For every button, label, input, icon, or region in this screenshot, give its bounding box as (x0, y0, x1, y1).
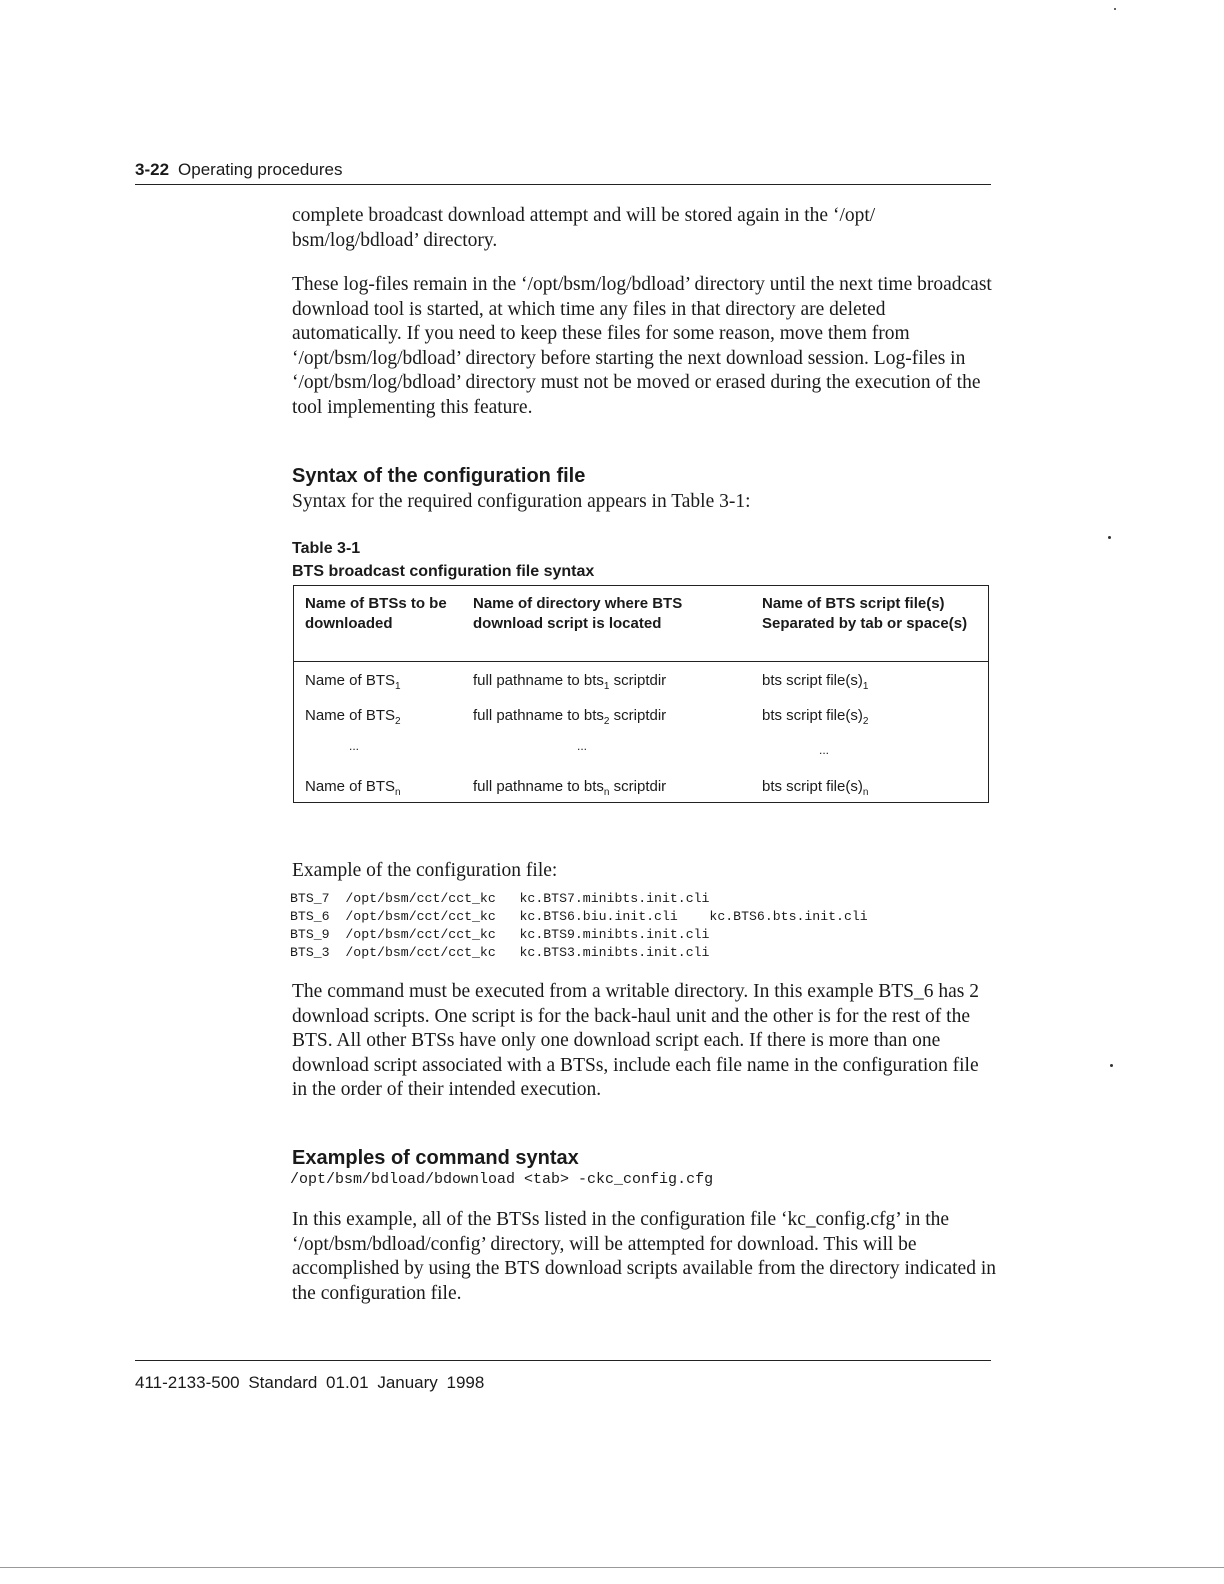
scan-speck (1110, 1064, 1113, 1067)
table-cell: bts script $file(s)_2$ (762, 707, 869, 727)
table-caption (292, 537, 594, 583)
column-header-script-files: Name of BTS script file(s) Separated by tab or space(s) (762, 595, 968, 632)
table-cell: bts script $file(s)_n$ (762, 778, 869, 798)
footer-doc-info: 411-2133-500 Standard 01.01 January 1998 (135, 1373, 485, 1392)
running-header (135, 160, 342, 180)
table-cell: Name of $BTS_2$ (305, 707, 401, 727)
paragraph-example-explanation: In this example, all of the BTSs listed in the configuration file ‘kc_config.cfg’ in the ‘/opt/bsm/bdload/config’ directory, will be attempted for download. This will be accomplished by using the BTS download scripts available from the directory indicated in the configuration file. (292, 1209, 996, 1304)
scan-speck (1108, 536, 1111, 539)
table-cell: ... (577, 739, 588, 753)
table-cell: full pathname to bts$_2$ scriptdir (473, 707, 667, 727)
table-label: Table 3-1 (292, 540, 361, 557)
paragraph-log-files: These log-files remain in the ‘/opt/bsm/log/bdload’ directory until the next time broadcast download tool is started, at which time any files in that directory are deleted automatically. If you need to keep these files for some reason, move them from ‘/opt/bsm/log/bdload’ directory before starting the next download session. Log-files in ‘/opt/bsm/log/bdload’ directory must not be moved or erased during the execution of the tool implementing this feature. (292, 274, 992, 418)
table-cell: full pathname to bts$_n$ scriptdir (473, 778, 667, 798)
header-rule (135, 184, 991, 185)
section-title: Operating procedures (178, 160, 343, 179)
paragraph-command-notes: The command must be executed from a writable directory. In this example BTS_6 has 2 download scripts. One script is for the back-haul unit and the other is for the rest of the BTS. All other BTSs have only one download script each. If there is more than one download script associated with a BTSs, include each file name in the configuration file in the order of their intended execution. (292, 981, 979, 1100)
paragraph-example-intro: Example of the configuration file: (292, 860, 558, 881)
heading-syntax: Syntax of the configuration file (292, 465, 586, 487)
footer-rule (135, 1360, 991, 1361)
table-cell: Name of $BTS_n$ (305, 778, 401, 798)
table-cell: Name of $BTS_1$ (305, 672, 401, 692)
table-cell: full pathname to bts$_1$ scriptdir (473, 672, 667, 692)
heading-examples: Examples of command syntax (292, 1147, 579, 1169)
page-number: 3-22 (135, 160, 170, 179)
table-cell: ... (819, 743, 830, 757)
paragraph-syntax-intro: Syntax for the required configuration appears in Table 3-1: (292, 491, 751, 512)
command-example: /opt/bsm/bdload/bdownload <tab> -ckc_config.cfg (290, 1171, 714, 1188)
config-file-example: BTS_7 /opt/bsm/cct/cct_kc kc.BTS7.minibts.init.cli BTS_6 /opt/bsm/cct/cct_kc kc.BTS6.biu.init.cli kc.BTS6.bts.init.cli BTS_9 /opt/bsm/cct/cct_kc kc.BTS9.minibts.init.cli BTS_3 /opt/bsm/cct/cct_kc kc.BTS3.minibts.init.cli (290, 891, 868, 960)
column-header-directory: Name of directory where BTS download script is located (473, 595, 683, 632)
scan-edge (0, 1567, 1224, 1568)
table-cell: bts script $file(s)_1$ (762, 672, 869, 692)
table-cell: ... (349, 739, 360, 753)
column-header-bts-names: Name of BTSs to be downloaded (305, 595, 447, 632)
paragraph-log-stored: complete broadcast download attempt and will be stored again in the ‘/opt/ bsm/log/bdload’ directory. (292, 205, 876, 251)
table-title: BTS broadcast configuration file syntax (292, 563, 595, 580)
scan-speck (1114, 8, 1116, 10)
table-header-row (294, 586, 988, 662)
config-syntax-table (293, 585, 989, 803)
